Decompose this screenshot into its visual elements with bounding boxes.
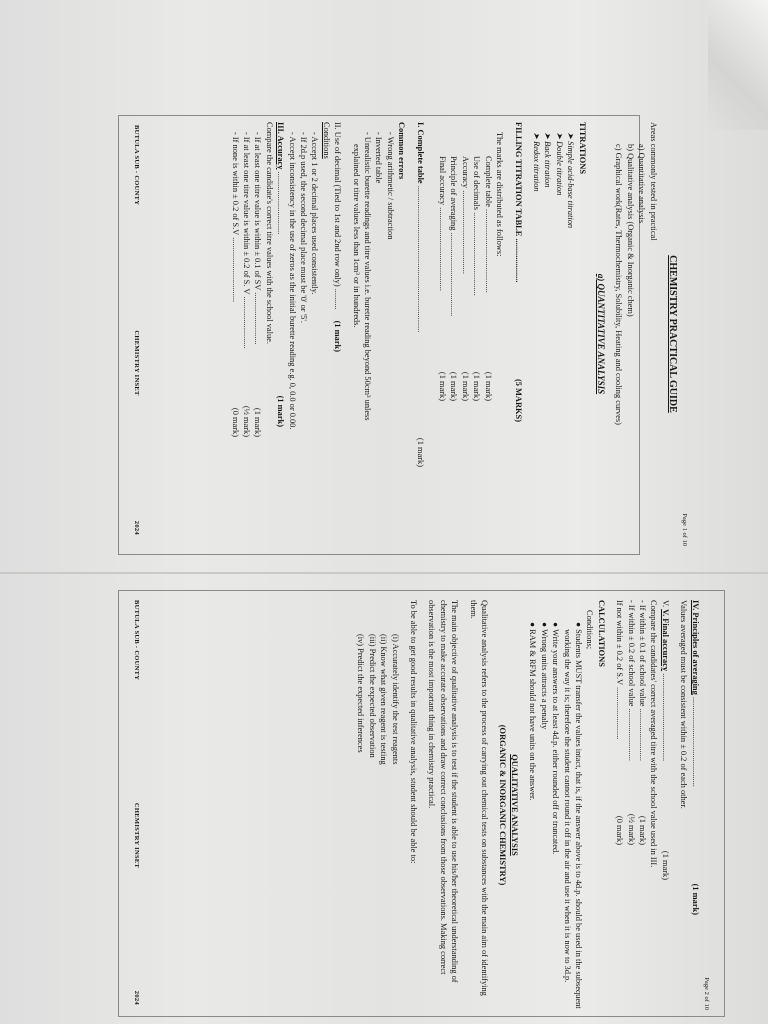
final-item-mark: (0 mark): [615, 815, 625, 845]
area-item: b) Qualitative analysis (Organic & Inorganic chem): [625, 144, 635, 317]
calc-conditions: Conditions;: [585, 610, 595, 650]
mark-item-label: Principle of averaging: [449, 156, 459, 231]
mark-item-value: (1 mark): [472, 371, 482, 401]
area-item: a) Quantitative analysis: [637, 144, 647, 224]
page1-content: Page 1 of 10 CHEMISTRY PRACTICAL GUIDE Areas commonly tested in practical a) Quantitative analysis b) Qualitative analysis (Organic & Inorganic chem) c) Graphical work(Rates, Thermochemistry, Solubility, Heating and cooling curves) a) QUANTITATIVE ANALYSIS TITRATIONS ➤ Simple acid-base titration ➤ Double titration ➤ Back titration ➤ Redox titration FILLING TITRATION TABLE ..................... (5 MARKS) The marks are distributed as follows: Complete table ........................................ (1 mark) Use of decimals ........................................ (1 mark) Accuracy ........................................ (1 mark) Principle of averaging ........................................ (1 mark) Final accuracy ........................................ (1 mark) I. Complete table ...................................................................... (1 mark) Common errors - Wrong arithmetic / subtraction - Inverted table - Unrealistic burette readings and titre values i.e. burette reading beyond 50cm³ unless explained or titre values less than 1cm³ or in hundreds. II. Use of decimal (Tied to 1st and 2nd row only) .......... (1 mark) Conditions - Accept 1 or 2 decimal places used consistently. - If 2d.p used, the second decimal place must be '0' or '5'. - Accept inconsistency in the use of zeros as the initial burette reading e.g. 0, 0.0 or 0.00. III. Accuracy .............................. (1 mark) Compare the candidate's correct titre values with the school value. - If at least one titre value is within ± 0.1 of SV ......................... (1 mark) - If at least one titre value is within ± 0.2 of S. V ......................... (½ mark) - If none is within ± 0.2 of S.V ............................... (0 mark): [230, 122, 688, 546]
page1-number: Page 1 of 10: [681, 513, 688, 546]
mark-item-value: (1 mark): [460, 371, 470, 401]
bullet-icon: ●: [573, 622, 583, 630]
area-item: c) Graphical work(Rates, Thermochemistry, Solubility, Heating and cooling curves): [614, 144, 624, 425]
footer-left: BUTULA SUB - COUNTY: [133, 600, 140, 681]
mark-item-value: (1 mark): [449, 371, 459, 401]
footer-left: BUTULA SUB - COUNTY: [133, 125, 140, 206]
titration-item: Double titration: [554, 141, 564, 196]
mark-item-label: Complete table: [483, 156, 493, 207]
calc-item: Write your answers to at least 4d.p. either rounded off or truncated.: [551, 629, 561, 855]
filling-marks: (5 MARKS): [513, 378, 523, 422]
calc-item: RAM & RFM should not have units on the answer.: [528, 629, 538, 801]
common-errors-heading: Common errors: [397, 122, 407, 180]
folded-corner: [708, 0, 768, 130]
accuracy-intro: Compare the candidate's correct titre values with the school value.: [264, 122, 274, 344]
qual-para-2: The main objective of qualitative analysis is to test if the student is able to use his/her theoretical understanding of chemistry to make accurate observations and draw correct conclusions from those observations. Making correct observation is the most important thing in chemistry practical.: [427, 600, 460, 983]
section-title: a) QUANTITATIVE ANALYSIS: [595, 273, 606, 395]
page2-footer: [133, 600, 140, 1005]
conditions-heading: Conditions: [321, 122, 331, 159]
error-item-cont: explained or titre values less than 1cm³ or in hundreds.: [351, 144, 361, 328]
page2-number: Page 2 of 10: [703, 977, 710, 1010]
averaging-mark: (1 mark): [690, 883, 700, 915]
accuracy-item-mark: (1 mark): [253, 407, 263, 437]
bullet-icon: ●: [551, 622, 561, 630]
final-accuracy-mark: (1 mark): [660, 850, 670, 880]
mark-item-value: (1 mark): [483, 371, 493, 401]
error-item: Unrealistic burette readings and titre values i.e. burette reading beyond 50cm³ unless: [363, 136, 373, 421]
accuracy-heading: III. Accuracy: [276, 122, 286, 170]
mark-item-label: Use of decimals: [472, 156, 482, 210]
arrow-icon: ➤: [566, 132, 576, 142]
ability-item: (ii) Know what given reagent is testing: [379, 634, 389, 765]
filling-heading: FILLING TITRATION TABLE: [513, 122, 523, 237]
complete-table-mark: (1 mark): [415, 437, 425, 467]
use-decimal-heading: II. Use of decimal (Tied to 1st and 2nd row only): [333, 122, 343, 287]
averaging-text: Values averaged must be consistent within ± 0.2 of each other.: [679, 600, 689, 809]
condition-item: If 2d.p used, the second decimal place must be '0' or '5'.: [299, 136, 309, 323]
titration-item: Back titration: [543, 141, 553, 188]
qual-para-3: To be able to get good results in qualitative analysis, student should be able to:: [409, 600, 419, 864]
footer-center: CHEMISTRY INSET: [133, 330, 140, 396]
accuracy-item-label: If none is within ± 0.2 of S.V: [230, 136, 240, 236]
footer-center: CHEMISTRY INSET: [133, 802, 140, 869]
ability-item: (iii) Predict the expected observation: [367, 634, 377, 758]
footer-right: 2024: [133, 990, 140, 1005]
calc-item: Students MUST transfer the values intact, that is, if the answer above is to 4d.p. should be used in the subsequent working the way it is; therefore the student cannot round it off in the air and use it when it is now to 3d.p.: [562, 629, 583, 1009]
accuracy-item-label: If at least one titre value is within ± 0.1 of SV: [253, 136, 263, 291]
complete-table-heading: I. Complete table: [415, 122, 425, 184]
accuracy-item-mark: (½ mark): [242, 405, 251, 437]
mark-item-label: Accuracy: [460, 156, 470, 189]
page1-footer: [133, 125, 140, 535]
bullet-icon: ●: [528, 622, 538, 630]
page2-content: Page 2 of 10 IV. Principles of averaging ........................................... (1 mark) Values averaged must be consistent within ± 0.2 of each other. V. V. Final accuracy .......................................... (1 mark) Compare the candidates' correct averaged titre with the school value used in III. - If within ± 0.1 of school value ......................... (1 mark) - If within ± 0.2 of school value ......................... (½ mark) If not within ± 0.2 of S.V ......................... (0 mark) CALCULATIONS Conditions; ● Students MUST transfer the values intact, that is, if the answer above is to 4d.p. should be used in the subsequent working the way it is; therefore the student cannot round it off in the air and use it when it is now to 3d.p. ● Write your answers to at least 4d.p. either rounded off or truncated. ● Wrong units attracts a penalty ● RAM & RFM should not have units on the answer. QUALITATIVE ANALYSIS (ORGANIC & INORGANIC CHEMISTRY) Qualitative analysis refers to the process of carrying out chemical tests on substances with the main aim of identifying them. The main objective of qualitative analysis is to test if the student is able to use his/her theoretical understanding of chemistry to make accurate observations and draw correct conclusions from those observations. Making correct observation is the most important thing in chemistry practical. To be able to get good results in qualitative analysis, student should be able to: (i) Accurately identify the test reagents (ii) Know what given reagent is testing (iii) Predict the expected observation (iv) Predict the expected inferences: [356, 600, 710, 1010]
mark-item-value: (1 mark): [438, 371, 448, 401]
condition-item: Accept inconsistency in the use of zeros as the initial burette reading e.g. 0, 0.0 or 0.00.: [287, 136, 297, 430]
bullet-icon: ●: [539, 622, 549, 630]
final-item-label: - If within ± 0.2 of school value: [626, 600, 636, 707]
condition-item: Accept 1 or 2 decimal places used consistently.: [310, 136, 320, 295]
final-item-label: - If within ± 0.1 of school value: [637, 600, 647, 707]
averaging-heading: IV. Principles of averaging: [690, 600, 700, 695]
qual-para-1: Qualitative analysis refers to the process of carrying out chemical tests on substances with the main aim of identifying them.: [468, 600, 490, 996]
arrow-icon: ➤: [543, 132, 553, 142]
ability-item: (iv) Predict the expected inferences: [356, 634, 366, 753]
error-item: Wrong arithmetic / subtraction: [385, 136, 395, 240]
final-accuracy-heading: V. Final accuracy: [660, 609, 670, 672]
arrow-icon: ➤: [531, 132, 541, 142]
error-item: Inverted table: [374, 136, 384, 184]
final-item-label: If not within ± 0.2 of S.V: [615, 600, 625, 685]
final-item-mark: (½ mark): [626, 813, 636, 845]
calculations-heading: CALCULATIONS: [596, 600, 606, 667]
areas-heading: Areas commonly tested in practical: [648, 122, 658, 241]
qual-heading-2: (ORGANIC & INORGANIC CHEMISTRY): [498, 724, 508, 886]
arrow-icon: ➤: [554, 132, 564, 142]
page-fold: [0, 572, 768, 574]
page1-title: CHEMISTRY PRACTICAL GUIDE: [666, 255, 678, 413]
accuracy-item-label: If at least one titre value is within ± 0.2 of S. V: [242, 136, 251, 295]
titration-item: Redox titration: [531, 141, 541, 192]
titrations-heading: TITRATIONS: [577, 122, 587, 174]
accuracy-item-mark: (0 mark): [230, 407, 240, 437]
distributed-text: The marks are distributed as follows:: [495, 132, 505, 257]
accuracy-mark: (1 mark): [276, 395, 286, 427]
final-intro: Compare the candidates' correct averaged titre with the school value used in III.: [649, 600, 659, 868]
use-decimal-mark: (1 mark): [333, 320, 343, 352]
mark-item-label: Final accuracy: [438, 156, 448, 206]
final-item-mark: (1 mark): [637, 815, 647, 845]
calc-item: Wrong units attracts a penalty: [539, 629, 549, 730]
footer-right: 2024: [133, 520, 140, 535]
qual-heading-1: QUALITATIVE ANALYSIS: [509, 754, 519, 856]
ability-item: (i) Accurately identify the test reagents: [390, 634, 400, 765]
titration-item: Simple acid-base titration: [566, 141, 576, 229]
